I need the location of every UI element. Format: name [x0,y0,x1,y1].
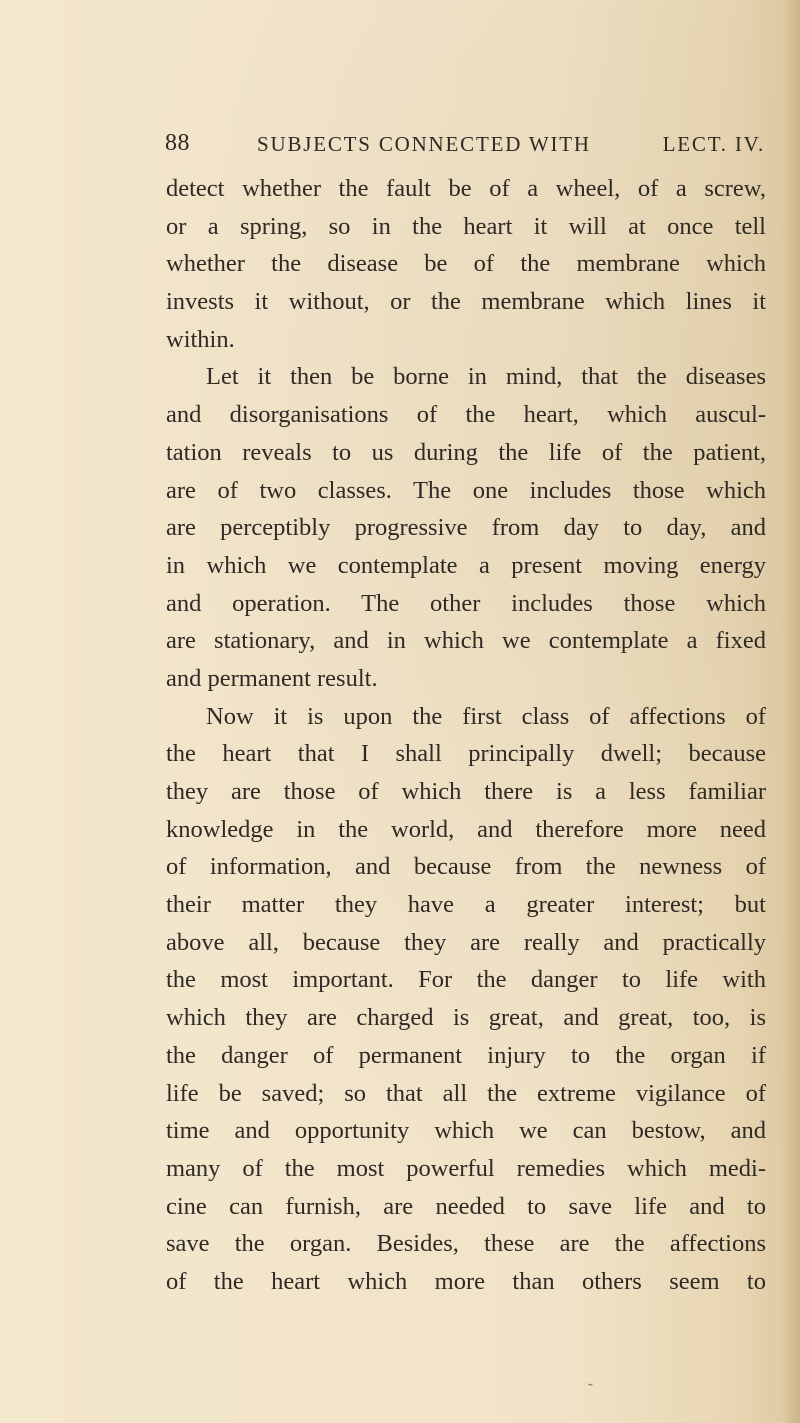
text-line: and operation. The other includes those which [166,589,766,617]
body-text [166,170,766,1301]
paragraph-start-line: Let it then be borne in mind, that the diseases [206,363,766,391]
text-line: the danger of permanent injury to the organ if [166,1041,766,1069]
paragraph-start-line: Now it is upon the first class of affections of [206,702,766,730]
text-line: or a spring, so in the heart it will at once tell [166,212,766,240]
text-line: knowledge in the world, and therefore more need [166,815,766,843]
ink-speck: ˷ [588,1372,593,1387]
text-line: life be saved; so that all the extreme vigilance of [166,1079,766,1107]
running-head: SUBJECTS CONNECTED WITH [257,132,591,156]
text-line: time and opportunity which we can bestow, and [166,1117,766,1145]
text-line: they are those of which there is a less familiar [166,778,766,805]
text-line: whether the disease be of the membrane which [166,250,766,278]
text-line: within. [166,325,235,353]
text-line: above all, because they are really and practically [166,928,766,956]
text-line: tation reveals to us during the life of the patient, [166,438,766,466]
text-line: many of the most powerful remedies which medi- [166,1154,766,1182]
text-line: are stationary, and in which we contemplate a fixed [166,627,766,655]
text-line: cine can furnish, are needed to save life and to [166,1192,766,1220]
page-number: 88 [165,130,190,156]
text-line: the heart that I shall principally dwell; because [166,740,766,768]
text-line: are of two classes. The one includes those which [166,476,766,504]
page-header [165,130,765,166]
text-line: the most important. For the danger to life with [166,966,766,994]
text-line: which they are charged is great, and great, too, is [166,1004,766,1032]
text-line: and disorganisations of the heart, which auscul- [166,401,766,429]
text-line: of information, and because from the newness of [166,853,766,881]
page-edge-shadow [782,0,800,1423]
text-line: save the organ. Besides, these are the affections [166,1230,766,1258]
text-line: of the heart which more than others seem to [166,1267,766,1295]
text-line: their matter they have a greater interest; but [166,891,766,919]
text-line: invests it without, or the membrane which lines it [166,288,766,316]
text-line: and permanent result. [166,664,378,692]
text-line: in which we contemplate a present moving energy [166,551,766,579]
text-line: detect whether the fault be of a wheel, of a screw, [166,175,766,202]
text-line: are perceptibly progressive from day to day, and [166,514,766,542]
lecture-label: LECT. IV. [662,132,765,156]
